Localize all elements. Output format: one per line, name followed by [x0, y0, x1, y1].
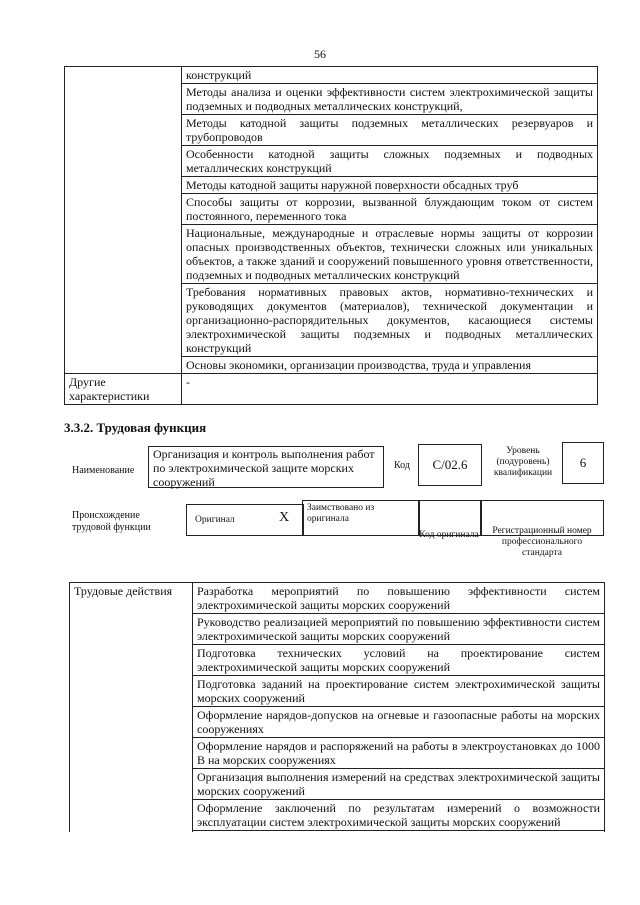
- table-cell: Основы экономики, организации производства, труда и управления: [182, 357, 598, 374]
- function-name-box: [148, 446, 384, 488]
- table-cell: Подготовка технических условий на проектирование систем электрохимической защиты морских сооружений: [193, 645, 605, 676]
- other-characteristics-value: -: [182, 374, 598, 405]
- table-cell: Оформление заключений по результатам измерений о возможности эксплуатации систем электрохимической защиты морских сооружений: [193, 800, 605, 831]
- table-cell: Методы катодной защиты наружной поверхности обсадных труб: [182, 177, 598, 194]
- knowledge-table: [64, 66, 598, 405]
- table-cell: Национальные, международные и отраслевые нормы защиты от коррозии опасных производственных объектов, технически сложных или уникальных объектов, а также зданий и сооружений повышенного уровня ответственности, подземных и подводных металлических конструкций: [182, 225, 598, 284]
- registration-number-label: Регистрационный номер профессионального стандарта: [492, 526, 592, 558]
- table-row: [70, 583, 605, 614]
- table-cell: Особенности катодной защиты сложных подземных и подводных металлических конструкций: [182, 146, 598, 177]
- original-box: [186, 504, 304, 536]
- borrowed-label: Заимствовано из оригинала: [307, 503, 375, 524]
- table-row: [65, 67, 598, 84]
- level-value: 6: [562, 442, 604, 484]
- table-cell: Руководство реализацией мероприятий по повышению эффективности систем электрохимической защиты морских сооружений: [193, 614, 605, 645]
- code-value: С/02.6: [418, 444, 482, 486]
- original-mark: X: [279, 510, 290, 525]
- table-cell: Подготовка заданий на проектирование систем электрохимической защиты морских сооружений: [193, 676, 605, 707]
- table-cell: Требования нормативных правовых актов, нормативно-технических и руководящих документов (материалов), технической документации и организационно-распорядительных документов, касающиеся системы электрохимической защиты подземных и подводных металлических конструкций: [182, 284, 598, 357]
- table-cell: Методы катодной защиты подземных металлических резервуаров и трубопроводов: [182, 115, 598, 146]
- original-code-label: Код оригинала: [419, 530, 479, 540]
- table-row: [65, 374, 598, 405]
- table-cell: Способы защиты от коррозии, вызванной блуждающим током от систем постоянного, переменного тока: [182, 194, 598, 225]
- table-label-cell-empty: [65, 67, 182, 374]
- other-characteristics-label: Другие характеристики: [65, 374, 182, 405]
- table-cell: конструкций: [182, 67, 598, 84]
- borrowed-box: [302, 500, 420, 536]
- table-cell: Оформление нарядов-допусков на огневые и газоопасные работы на морских сооружениях: [193, 707, 605, 738]
- table-cell: Организация выполнения измерений на средствах электрохимической защиты морских сооружений: [193, 769, 605, 800]
- origin-label: Происхождение трудовой функции: [72, 510, 151, 533]
- table-cell: Оформление нарядов и распоряжений на работы в электроустановках до 1000 В на морских сооружениях: [193, 738, 605, 769]
- section-heading: 3.3.2. Трудовая функция: [64, 420, 207, 435]
- original-label: Оригинал: [195, 515, 235, 525]
- labor-actions-table: [69, 582, 605, 848]
- name-label: Наименование: [72, 465, 135, 476]
- page-number: 56: [314, 47, 326, 61]
- function-name-value: Организация и контроль выполнения работ по электрохимической защите морских сооружений: [153, 447, 375, 489]
- code-label: Код: [394, 460, 410, 471]
- level-label: Уровень (подуровень) квалификации: [493, 446, 553, 478]
- page-bottom-margin: [0, 832, 640, 905]
- table-cell: Разработка мероприятий по повышению эффективности систем электрохимической защиты морских сооружений: [193, 583, 605, 614]
- labor-actions-label: Трудовые действия: [70, 583, 193, 848]
- table-cell: Методы анализа и оценки эффективности систем электрохимической защиты подземных и подводных металлических конструкций,: [182, 84, 598, 115]
